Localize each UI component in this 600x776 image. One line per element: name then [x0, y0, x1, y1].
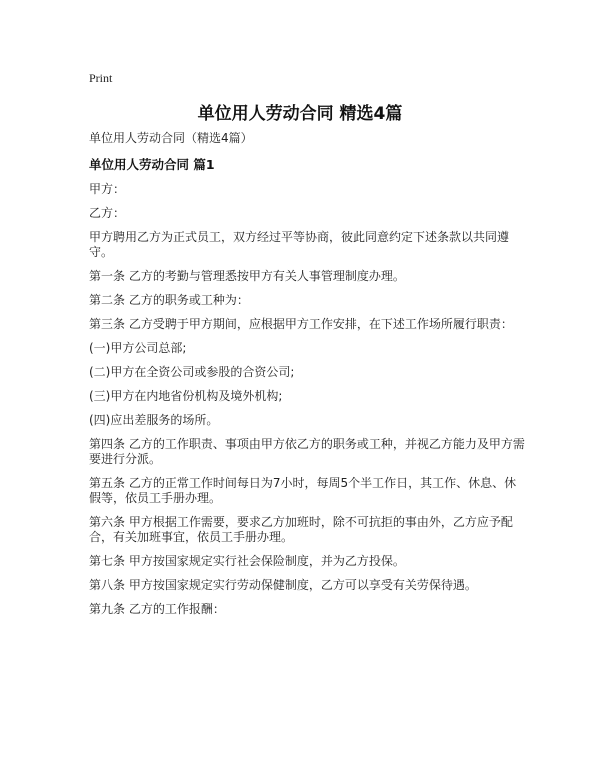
article-3-item-4: (四)应出差服务的场所。	[89, 413, 219, 427]
article-6: 第六条 甲方根据工作需要，要求乙方加班时，除不可抗拒的事由外，乙方应予配合，有关加班事宜，依员工手册办理。	[89, 515, 513, 544]
article-2: 第二条 乙方的职务或工种为：	[89, 293, 249, 307]
article-3-item-3: (三)甲方在内地省份机构及境外机构;	[89, 389, 283, 403]
preamble-paragraph: 甲方聘用乙方为正式员工，双方经过平等协商，彼此同意约定下述条款以共同遵守。	[89, 230, 510, 259]
article-9: 第九条 乙方的工作报酬：	[89, 602, 225, 616]
print-label: Print	[89, 71, 113, 85]
document-subtitle: 单位用人劳动合同（精选4篇）	[89, 131, 253, 145]
document-body	[89, 131, 525, 626]
article-3-item-2: (二)甲方在全资公司或参股的合资公司;	[89, 365, 295, 379]
article-3: 第三条 乙方受聘于甲方期间，应根据甲方工作安排，在下述工作场所履行职责：	[89, 317, 513, 331]
article-4: 第四条 乙方的工作职责、事项由甲方依乙方的职务或工种，并视乙方能力及甲方需要进行分派。	[89, 437, 525, 466]
section-heading: 单位用人劳动合同 篇1	[89, 157, 215, 172]
document-title: 单位用人劳动合同 精选4篇	[197, 104, 403, 124]
article-7: 第七条 甲方按国家规定实行社会保险制度，并为乙方投保。	[89, 554, 405, 568]
article-8: 第八条 甲方按国家规定实行劳动保健制度，乙方可以享受有关劳保待遇。	[89, 578, 477, 592]
party-a-line: 甲方：	[89, 182, 126, 196]
party-b-line: 乙方：	[89, 206, 126, 220]
article-5: 第五条 乙方的正常工作时间每日为7小时，每周5个半工作日，其工作、休息、休假等，依员工手册办理。	[89, 476, 517, 505]
article-1: 第一条 乙方的考勤与管理悉按甲方有关人事管理制度办理。	[89, 269, 405, 283]
article-3-item-1: (一)甲方公司总部;	[89, 341, 187, 355]
